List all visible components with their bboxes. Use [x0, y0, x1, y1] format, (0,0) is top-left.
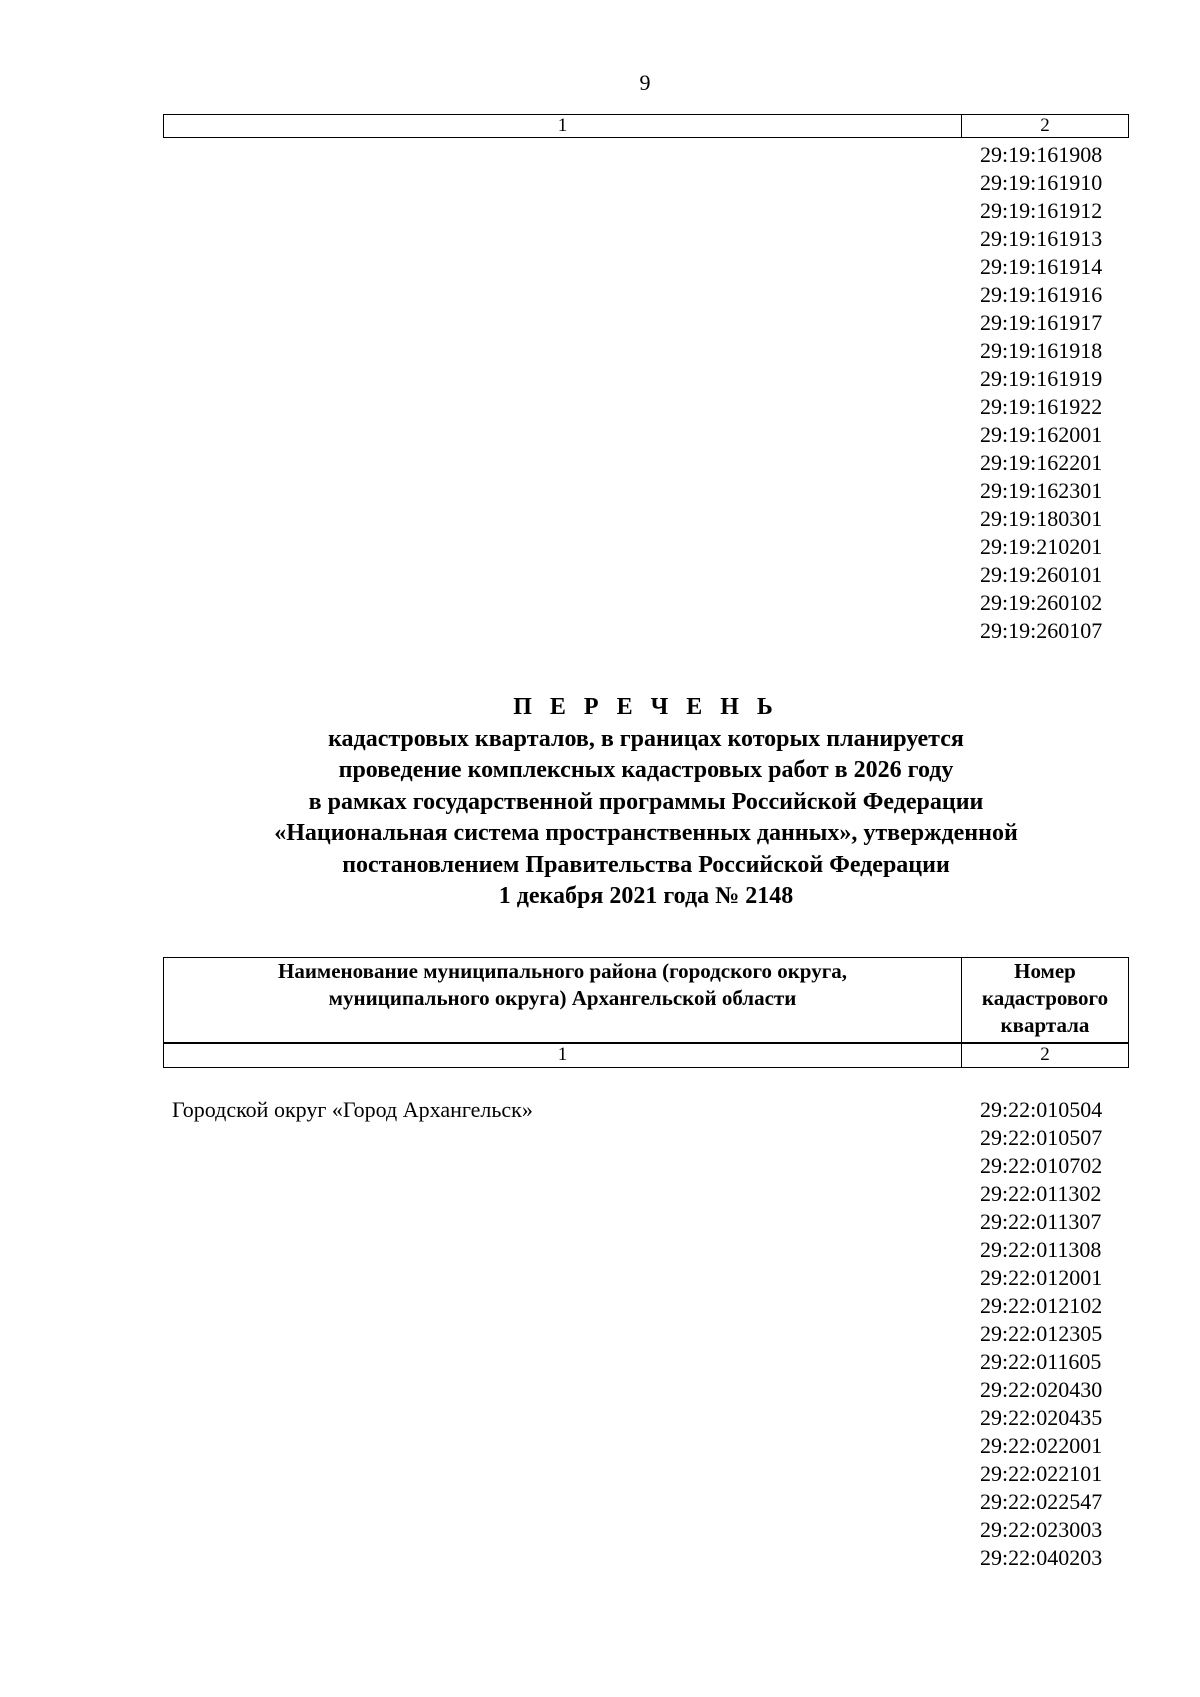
header-text: муниципального округа) Архангельской области: [328, 986, 797, 1010]
page-number: 9: [639, 70, 651, 95]
cadastral-code: 29:19:260101: [980, 562, 1103, 587]
cadastral-code: 29:19:180301: [980, 506, 1103, 531]
cadastral-code: 29:22:022547: [980, 1489, 1103, 1514]
continuation-code-list: [980, 141, 1102, 645]
cadastral-code: 29:22:020430: [980, 1377, 1103, 1402]
cadastral-code: 29:22:023003: [980, 1517, 1103, 1542]
cadastral-code: 29:19:162001: [980, 422, 1103, 447]
cadastral-code: 29:19:260107: [980, 618, 1103, 643]
cadastral-code: 29:19:162301: [980, 478, 1103, 503]
title-line: 1 декабря 2021 года № 2148: [498, 883, 794, 909]
title-line: кадастровых кварталов, в границах которых планируется: [328, 725, 964, 752]
title-line: постановлением Правительства Российской Федерации: [342, 851, 950, 878]
cadastral-code: 29:19:161914: [980, 254, 1103, 279]
cadastral-code: 29:19:161922: [980, 394, 1103, 419]
cadastral-code: 29:19:161916: [980, 282, 1103, 307]
cadastral-code: 29:19:161917: [980, 310, 1103, 335]
header-district-name: [164, 958, 962, 1042]
district-name: Городской округ «Город Архангельск»: [172, 1097, 533, 1122]
cadastral-code: 29:19:161910: [980, 170, 1103, 195]
cadastral-code: 29:19:161919: [980, 366, 1103, 391]
header-cadastral-number: [962, 958, 1128, 1042]
header-text: Наименование муниципального района (городского округа,: [277, 959, 847, 983]
cadastral-code: 29:22:012305: [980, 1321, 1103, 1346]
header-text: квартала: [1000, 1013, 1090, 1037]
cadastral-code: 29:22:012001: [980, 1265, 1103, 1290]
cadastral-code: 29:19:161913: [980, 226, 1103, 251]
column-number-1: 1: [164, 1044, 962, 1067]
cadastral-code: 29:22:010507: [980, 1125, 1103, 1150]
cadastral-code: 29:19:210201: [980, 534, 1103, 559]
column-number-1: 1: [164, 115, 962, 137]
cadastral-code: 29:22:011307: [980, 1209, 1102, 1234]
cadastral-code: 29:19:260102: [980, 590, 1103, 615]
cadastral-code: 29:19:161912: [980, 198, 1103, 223]
cadastral-code: 29:22:011308: [980, 1237, 1102, 1262]
cadastral-code: 29:22:011605: [980, 1349, 1102, 1374]
title-line: в рамках государственной программы Российской Федерации: [308, 788, 984, 815]
cadastral-code: 29:22:010702: [980, 1153, 1103, 1178]
title-line: проведение комплексных кадастровых работ в 2026 году: [338, 757, 954, 783]
cadastral-code: 29:19:161908: [980, 142, 1103, 167]
main-table-column-numbers: [163, 1043, 1129, 1068]
cadastral-code: 29:22:011302: [980, 1181, 1102, 1206]
header-text: Номер: [1014, 959, 1076, 983]
main-table-header: [163, 957, 1129, 1043]
header-text: кадастрового: [981, 986, 1109, 1010]
cadastral-code: 29:22:010504: [980, 1097, 1103, 1122]
cadastral-code: 29:19:161918: [980, 338, 1103, 363]
title-line: «Национальная система пространственных данных», утвержденной: [274, 820, 1018, 846]
cadastral-code: 29:22:022101: [980, 1461, 1103, 1486]
cadastral-code: 29:22:020435: [980, 1405, 1103, 1430]
continuation-table-header: [163, 114, 1129, 138]
cadastral-code: 29:22:022001: [980, 1433, 1103, 1458]
column-number-2: 2: [1040, 115, 1050, 136]
district-code-list: [980, 1096, 1102, 1572]
column-number-2: 2: [1040, 1044, 1050, 1065]
cadastral-code: 29:22:040203: [980, 1545, 1103, 1570]
title-heading: П Е Р Е Ч Е Н Ь: [513, 694, 779, 720]
cadastral-code: 29:19:162201: [980, 450, 1103, 475]
cadastral-code: 29:22:012102: [980, 1293, 1103, 1318]
document-title: [163, 692, 1129, 913]
